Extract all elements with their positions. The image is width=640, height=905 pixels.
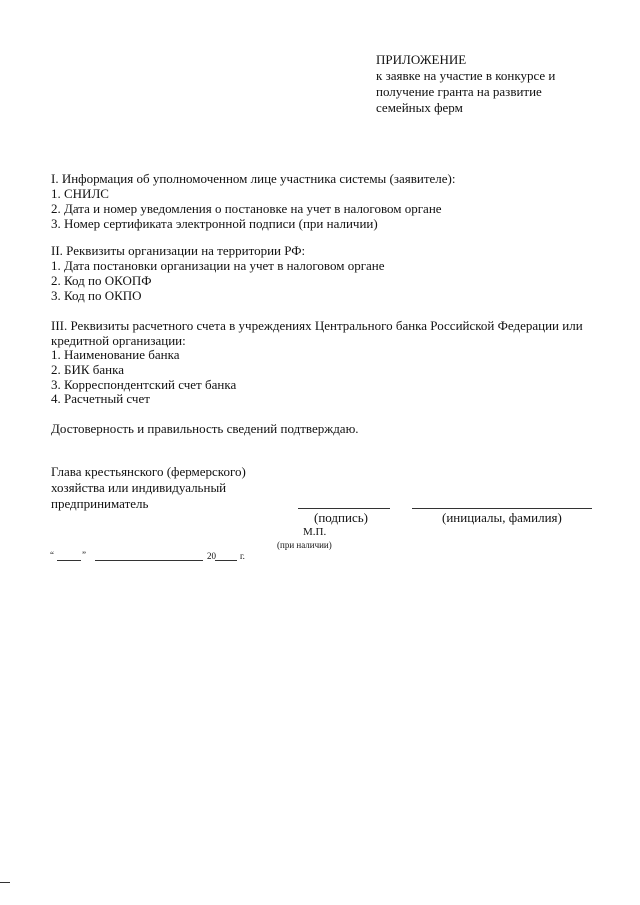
section-3-item: 2. БИК банка	[51, 362, 125, 377]
appendix-subtitle-line-3: семейных ферм	[376, 100, 463, 115]
section-3-item: 4. Расчетный счет	[51, 391, 150, 406]
section-3-heading-line-1: III. Реквизиты расчетного счета в учреждениях Центрального банка Российской Федерации или	[51, 318, 583, 333]
date-year-line	[215, 560, 237, 561]
initials-caption: (инициалы, фамилия)	[442, 510, 562, 525]
signature-line	[298, 508, 390, 509]
section-2-item: 1. Дата постановки организации на учет в налоговом органе	[51, 258, 385, 273]
appendix-title: ПРИЛОЖЕНИЕ	[376, 52, 467, 67]
section-3-item: 1. Наименование банка	[51, 347, 180, 362]
date-close-quote: ”	[82, 550, 86, 560]
section-3-heading-line-2: кредитной организации:	[51, 333, 186, 348]
date-year-suffix: г.	[240, 551, 245, 561]
section-2-heading: II. Реквизиты организации на территории РФ:	[51, 243, 306, 258]
appendix-subtitle-line-1: к заявке на участие в конкурсе и	[376, 68, 556, 83]
signatory-line-3: предприниматель	[51, 496, 149, 511]
section-3-item: 3. Корреспондентский счет банка	[51, 377, 237, 392]
stamp-label: М.П.	[303, 526, 327, 538]
initials-line	[412, 508, 592, 509]
section-2-item: 3. Код по ОКПО	[51, 288, 142, 303]
section-2-item: 2. Код по ОКОПФ	[51, 273, 152, 288]
section-1-item: 3. Номер сертификата электронной подписи (при наличии)	[51, 216, 378, 231]
stamp-note: (при наличии)	[277, 540, 332, 550]
signatory-line-1: Глава крестьянского (фермерского)	[51, 464, 246, 479]
section-1-item: 1. СНИЛС	[51, 186, 109, 201]
date-month-line	[95, 560, 203, 561]
signatory-line-2: хозяйства или индивидуальный	[51, 480, 227, 495]
date-day-line	[57, 560, 81, 561]
date-open-quote: “	[50, 550, 54, 560]
date-year-prefix: 20	[207, 551, 216, 561]
confirmation-text: Достоверность и правильность сведений подтверждаю.	[51, 421, 359, 436]
appendix-subtitle-line-2: получение гранта на развитие	[376, 84, 542, 99]
section-1-heading: I. Информация об уполномоченном лице участника системы (заявителе):	[51, 171, 456, 186]
scan-margin-mark	[0, 882, 10, 883]
signature-caption: (подпись)	[314, 510, 368, 525]
section-1-item: 2. Дата и номер уведомления о постановке на учет в налоговом органе	[51, 201, 442, 216]
